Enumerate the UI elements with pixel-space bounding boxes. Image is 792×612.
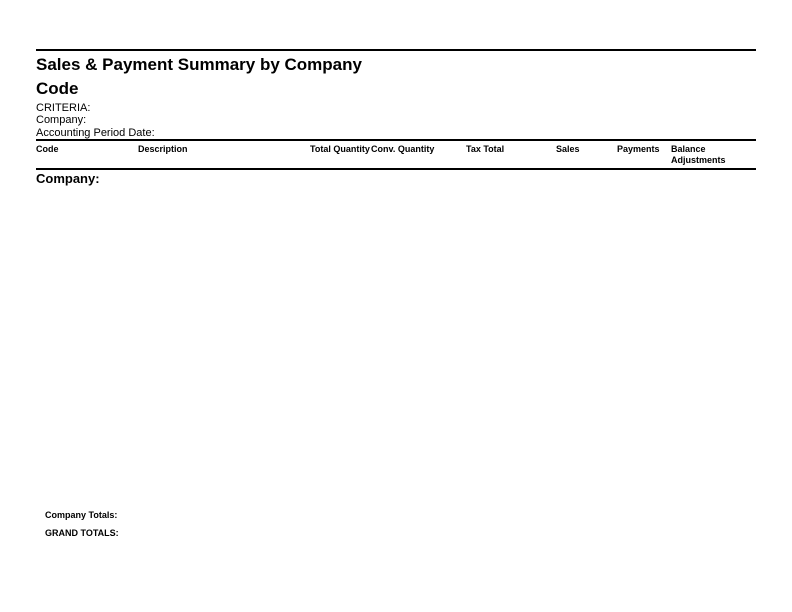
company-group-heading: Company: xyxy=(36,171,100,186)
column-header-balance-line1: Balance xyxy=(671,144,706,154)
criteria-accounting-period: Accounting Period Date: xyxy=(36,127,155,139)
column-header-sales: Sales xyxy=(556,144,580,154)
company-totals-label: Company Totals: xyxy=(45,510,118,520)
report-title: Sales & Payment Summary by Company xyxy=(36,55,362,74)
report-top-rule xyxy=(36,49,756,51)
column-header-code: Code xyxy=(36,144,59,154)
column-header-conv-quantity: Conv. Quantity xyxy=(371,144,435,154)
column-header-top-rule xyxy=(36,139,756,141)
grand-totals-label: GRAND TOTALS: xyxy=(45,528,119,538)
column-header-total-quantity: Total Quantity xyxy=(310,144,370,154)
column-header-description: Description xyxy=(138,144,188,154)
column-header-balance-line2: Adjustments xyxy=(671,155,726,165)
column-header-bottom-rule xyxy=(36,168,756,170)
criteria-label: CRITERIA: xyxy=(36,102,91,114)
column-header-payments: Payments xyxy=(617,144,660,154)
criteria-company: Company: xyxy=(36,114,87,126)
column-header-tax-total: Tax Total xyxy=(466,144,505,154)
report-title-continuation: Code xyxy=(36,79,79,98)
column-header-balance-adjustments xyxy=(671,144,726,166)
